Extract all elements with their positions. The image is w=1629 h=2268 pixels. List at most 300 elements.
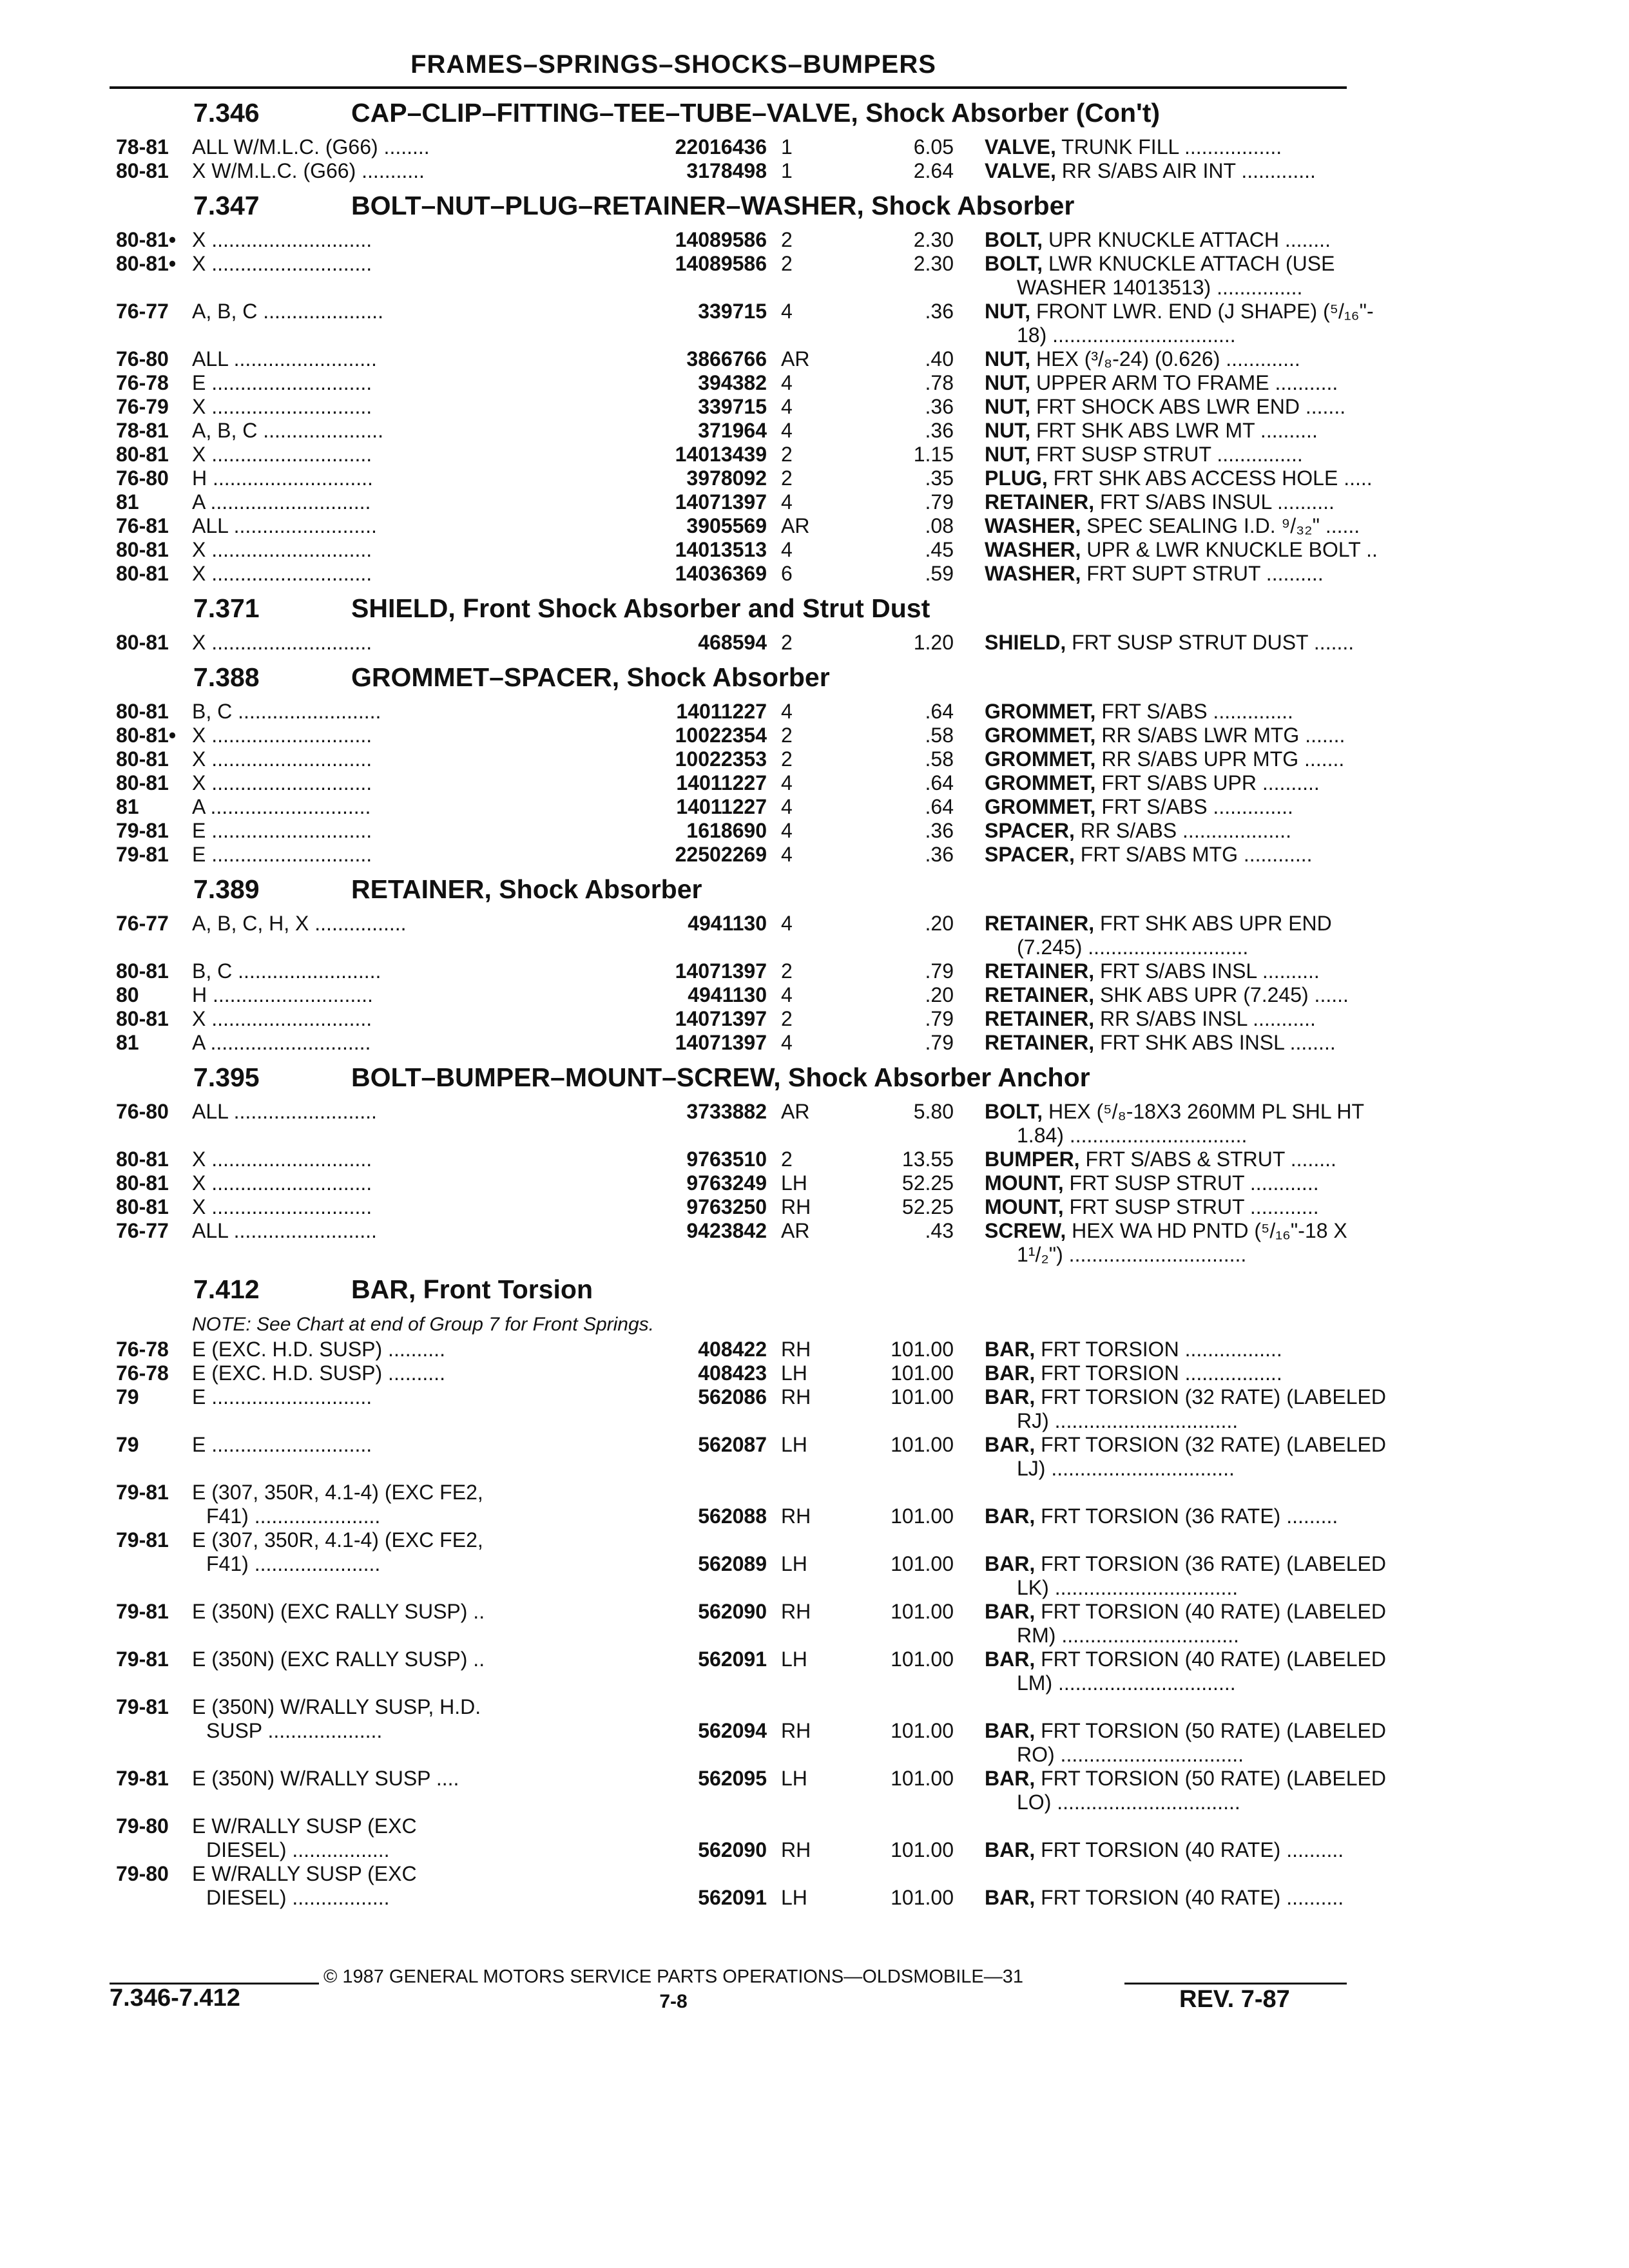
model-application — [192, 252, 643, 276]
part-row — [110, 1767, 1386, 1814]
part-row — [110, 1219, 1347, 1267]
part-number: 9763510 — [686, 1148, 767, 1171]
model-application — [192, 1195, 643, 1219]
quantity: LH — [781, 1552, 807, 1575]
price: 101.00 — [891, 1719, 954, 1742]
model-year: 79-80 — [116, 1862, 169, 1885]
part-number: 3978092 — [686, 466, 767, 490]
description-continuation: LM) ............................... — [1017, 1671, 1236, 1695]
part-row — [110, 419, 1347, 443]
model-application — [192, 724, 643, 747]
model-text: E W/RALLY SUSP (EXC — [192, 1814, 417, 1838]
description-text: FRT TORSION (36 RATE) (LABELED — [1035, 1552, 1386, 1575]
part-row — [110, 347, 1347, 371]
price: 101.00 — [891, 1600, 954, 1623]
description-continuation: WASHER 14013513) ............... — [1017, 276, 1303, 299]
part-description — [876, 1031, 1347, 1055]
part-description — [876, 252, 1347, 300]
description-text: FRT TORSION (50 RATE) (LABELED — [1035, 1767, 1386, 1790]
model-year: 80-81 — [116, 443, 169, 466]
part-row — [110, 700, 1347, 724]
description-line — [876, 1838, 1347, 1862]
model-text: ALL ......................... — [192, 1219, 377, 1242]
model-year: 76-80 — [116, 466, 169, 490]
description-text: FRT TORSION ................. — [1035, 1338, 1282, 1361]
description-keyword: GROMMET, — [985, 724, 1096, 747]
model-year: 80-81 — [116, 538, 169, 561]
part-description — [876, 631, 1354, 655]
model-text: E ............................ — [192, 371, 372, 394]
part-number: 394382 — [698, 371, 767, 394]
part-description — [876, 562, 1347, 586]
quantity: 6 — [781, 562, 793, 585]
model-text: X ............................ — [192, 228, 372, 251]
model-text: DIESEL) ................. — [206, 1838, 390, 1861]
model-text: X ............................ — [192, 771, 372, 794]
model-text: DIESEL) ................. — [206, 1886, 390, 1909]
description-text: FRT SHK ABS ACCESS HOLE ..... — [1047, 466, 1373, 490]
model-application — [192, 514, 643, 538]
part-row — [110, 1695, 1386, 1767]
part-row — [110, 795, 1347, 819]
part-number: 562090 — [698, 1600, 767, 1623]
quantity: 4 — [781, 795, 793, 818]
price: .20 — [925, 912, 954, 935]
description-line — [876, 1171, 1347, 1195]
part-description — [876, 466, 1373, 490]
part-description — [876, 983, 1347, 1007]
model-application — [192, 983, 643, 1007]
part-description — [876, 135, 1347, 159]
description-text: FRT TORSION (36 RATE) ......... — [1035, 1504, 1338, 1528]
part-row — [110, 443, 1347, 466]
description-text: LWR KNUCKLE ATTACH (USE — [1043, 252, 1335, 275]
section-title: BAR, Front Torsion — [351, 1274, 593, 1304]
model-text: E ............................ — [192, 1385, 372, 1408]
part-row — [110, 959, 1347, 983]
description-keyword: RETAINER, — [985, 959, 1095, 983]
model-year: 80-81 — [116, 959, 169, 983]
model-application — [192, 159, 643, 183]
model-year: 76-77 — [116, 912, 169, 935]
part-number: 9423842 — [686, 1219, 767, 1242]
quantity: RH — [781, 1719, 811, 1742]
model-text: X ............................ — [192, 1171, 372, 1195]
part-description — [876, 514, 1360, 538]
price: 101.00 — [891, 1886, 954, 1909]
description-line — [876, 912, 1347, 936]
price: 5.80 — [913, 1100, 954, 1123]
part-row — [110, 300, 1374, 347]
description-line — [876, 724, 1347, 747]
description-keyword: BUMPER, — [985, 1148, 1080, 1171]
quantity: 4 — [781, 912, 793, 935]
price: 13.55 — [901, 1148, 954, 1171]
part-row — [110, 724, 1347, 747]
quantity: LH — [781, 1433, 807, 1456]
description-keyword: SPACER, — [985, 819, 1075, 842]
description-line — [876, 1719, 1386, 1743]
section-title: BOLT–BUMPER–MOUNT–SCREW, Shock Absorber Anchor — [351, 1062, 1090, 1092]
model-text: X ............................ — [192, 1148, 372, 1171]
description-line — [876, 747, 1347, 771]
model-year: 76-78 — [116, 371, 169, 394]
model-year: 79-81 — [116, 1767, 169, 1790]
description-line — [876, 983, 1347, 1007]
description-line — [876, 771, 1347, 795]
model-year: 78-81 — [116, 135, 169, 159]
section-title: CAP–CLIP–FITTING–TEE–TUBE–VALVE, Shock Absorber (Con't) — [351, 98, 1161, 128]
description-text: FRT S/ABS MTG ............ — [1074, 843, 1313, 866]
quantity: 4 — [781, 819, 793, 842]
part-row — [110, 1148, 1347, 1171]
quantity: LH — [781, 1361, 807, 1385]
model-text: A, B, C ..................... — [192, 300, 383, 323]
description-continuation: RM) ............................... — [1017, 1624, 1239, 1647]
part-number: 562091 — [698, 1886, 767, 1909]
price: .64 — [925, 795, 954, 818]
section-number: 7.389 — [193, 874, 260, 904]
description-text: FRT TORSION ................. — [1035, 1361, 1282, 1385]
quantity: LH — [781, 1767, 807, 1790]
part-number: 10022354 — [675, 724, 767, 747]
part-description — [876, 1100, 1365, 1148]
price: .36 — [925, 843, 954, 866]
description-keyword: NUT, — [985, 300, 1031, 323]
model-application — [192, 1600, 643, 1624]
description-continuation: 18) ................................ — [1017, 323, 1236, 347]
price: .58 — [925, 724, 954, 747]
part-description — [876, 419, 1347, 443]
section-note: NOTE: See Chart at end of Group 7 for Front Springs. — [192, 1314, 654, 1335]
part-row — [110, 1648, 1386, 1695]
description-line — [876, 252, 1347, 276]
model-year: 76-78 — [116, 1361, 169, 1385]
model-year: 80-81 — [116, 1195, 169, 1218]
part-number: 371964 — [698, 419, 767, 442]
part-number: 4941130 — [688, 983, 767, 1006]
model-text: E ............................ — [192, 843, 372, 866]
price: 1.15 — [913, 443, 954, 466]
description-keyword: WASHER, — [985, 514, 1081, 537]
model-application — [192, 1481, 643, 1528]
part-row — [110, 1031, 1347, 1055]
description-keyword: GROMMET, — [985, 795, 1096, 818]
part-row — [110, 843, 1347, 867]
part-row — [110, 466, 1373, 490]
description-keyword: BAR, — [985, 1433, 1036, 1456]
model-application — [192, 631, 643, 655]
description-keyword: BOLT, — [985, 252, 1043, 275]
quantity: AR — [781, 347, 810, 370]
model-application — [192, 1219, 643, 1243]
model-application — [192, 819, 643, 843]
quantity: LH — [781, 1171, 807, 1195]
model-application — [192, 700, 643, 724]
description-continuation: 1.84) ............................... — [1017, 1124, 1248, 1147]
description-keyword: BAR, — [985, 1886, 1036, 1909]
part-row — [110, 490, 1347, 514]
footer-revision: REV. 7-87 — [1179, 1986, 1290, 2013]
part-description — [876, 700, 1347, 724]
quantity: LH — [781, 1886, 807, 1909]
part-row — [110, 1361, 1347, 1385]
parts-catalog — [110, 90, 1386, 1910]
description-keyword: RETAINER, — [985, 490, 1095, 514]
price: .36 — [925, 300, 954, 323]
description-line — [876, 843, 1347, 867]
part-number: 14036369 — [675, 562, 767, 585]
price: 52.25 — [901, 1195, 954, 1218]
price: .08 — [925, 514, 954, 537]
part-description — [876, 771, 1347, 795]
model-text: E W/RALLY SUSP (EXC — [192, 1862, 417, 1885]
part-number: 408423 — [698, 1361, 767, 1385]
description-line — [876, 466, 1373, 490]
model-text: ALL W/M.L.C. (G66) ........ — [192, 135, 430, 159]
price: .79 — [925, 959, 954, 983]
model-application — [192, 1171, 643, 1195]
description-line — [876, 1886, 1347, 1910]
price: .36 — [925, 395, 954, 418]
description-text: UPR KNUCKLE ATTACH ........ — [1043, 228, 1331, 251]
description-text: TRUNK FILL ................. — [1055, 135, 1282, 159]
model-application — [192, 347, 643, 371]
quantity: 2 — [781, 1148, 793, 1171]
section-title: RETAINER, Shock Absorber — [351, 874, 702, 904]
part-description — [876, 490, 1347, 514]
price: .45 — [925, 538, 954, 561]
section-number: 7.388 — [193, 662, 260, 692]
model-text: X ............................ — [192, 1007, 372, 1030]
part-number: 408422 — [698, 1338, 767, 1361]
description-text: FRT SHOCK ABS LWR END ....... — [1030, 395, 1346, 418]
price: 101.00 — [891, 1648, 954, 1671]
part-number: 562091 — [698, 1648, 767, 1671]
model-application — [192, 1007, 643, 1031]
price: 101.00 — [891, 1767, 954, 1790]
description-line — [876, 159, 1347, 183]
quantity: 4 — [781, 538, 793, 561]
description-text: FRONT LWR. END (J SHAPE) (⁵/₁₆"- — [1030, 300, 1374, 323]
section-heading — [110, 586, 1347, 631]
price: .79 — [925, 490, 954, 514]
part-description — [876, 795, 1347, 819]
footer-range: 7.346-7.412 — [110, 1984, 240, 2012]
part-description — [876, 347, 1347, 371]
quantity: AR — [781, 514, 810, 537]
description-keyword: NUT, — [985, 371, 1031, 394]
section-heading — [110, 90, 1347, 135]
model-text: X ............................ — [192, 252, 372, 275]
description-text: HEX (³/₈-24) (0.626) ............. — [1030, 347, 1300, 370]
part-description — [876, 724, 1347, 747]
model-application — [192, 562, 643, 586]
part-number: 339715 — [698, 300, 767, 323]
model-year: 80-81 — [116, 159, 169, 182]
part-row — [110, 1338, 1347, 1361]
model-year: 81 — [116, 490, 139, 514]
model-application — [192, 1031, 643, 1055]
price: .59 — [925, 562, 954, 585]
description-line — [876, 1361, 1347, 1385]
price: .20 — [925, 983, 954, 1006]
model-text: H ............................ — [192, 983, 373, 1006]
model-year: 80-81 — [116, 1148, 169, 1171]
part-description — [876, 300, 1374, 347]
quantity: AR — [781, 1219, 810, 1242]
model-year: 79-81 — [116, 1481, 169, 1504]
model-year: 80-81 — [116, 562, 169, 585]
part-number: 14071397 — [675, 959, 767, 983]
section-heading — [110, 867, 1347, 912]
model-application — [192, 466, 643, 490]
model-year: 81 — [116, 795, 139, 818]
description-keyword: BAR, — [985, 1767, 1036, 1790]
section-heading — [110, 1055, 1347, 1100]
model-year: 80-81 — [116, 700, 169, 723]
model-application — [192, 795, 643, 819]
description-line — [876, 1504, 1347, 1528]
description-text: FRT S/ABS INSUL .......... — [1094, 490, 1335, 514]
price: .58 — [925, 747, 954, 771]
part-row — [110, 983, 1347, 1007]
model-year: 79-81 — [116, 1600, 169, 1623]
quantity: 4 — [781, 395, 793, 418]
part-description — [876, 1600, 1386, 1648]
part-row — [110, 1433, 1386, 1481]
description-keyword: RETAINER, — [985, 1007, 1095, 1030]
price: .36 — [925, 819, 954, 842]
description-text: SPEC SEALING I.D. ⁹/₃₂" ...... — [1081, 514, 1360, 537]
section-number: 7.395 — [193, 1062, 260, 1092]
model-text: A ............................ — [192, 795, 371, 818]
description-text: FRT S/ABS UPR .......... — [1095, 771, 1320, 794]
part-description — [876, 1361, 1347, 1385]
part-description — [876, 1886, 1347, 1910]
description-text: FRT SUSP STRUT DUST ....... — [1066, 631, 1354, 654]
price: 6.05 — [913, 135, 954, 159]
description-text: HEX (⁵/₈-18X3 260MM PL SHL HT — [1043, 1100, 1365, 1123]
part-row — [110, 1814, 1347, 1862]
part-number: 14089586 — [675, 228, 767, 251]
price: 52.25 — [901, 1171, 954, 1195]
part-row — [110, 912, 1347, 959]
model-year: 76-81 — [116, 514, 169, 537]
part-number: 562086 — [698, 1385, 767, 1408]
model-year: 76-80 — [116, 1100, 169, 1123]
section-7-395 — [110, 1055, 1365, 1267]
price: 2.64 — [913, 159, 954, 182]
part-description — [876, 1719, 1386, 1767]
part-description — [876, 1007, 1347, 1031]
part-number: 3866766 — [686, 347, 767, 370]
part-number: 14071397 — [675, 1031, 767, 1054]
description-line — [876, 300, 1374, 323]
description-text: HEX WA HD PNTD (⁵/₁₆"-18 X — [1066, 1219, 1347, 1242]
model-text: X ............................ — [192, 1195, 372, 1218]
model-text: X ............................ — [192, 538, 372, 561]
part-description — [876, 1338, 1347, 1361]
section-7-389 — [110, 867, 1347, 1055]
model-text: E (350N) (EXC RALLY SUSP) .. — [192, 1648, 485, 1671]
part-number: 22016436 — [675, 135, 767, 159]
description-line — [876, 1007, 1347, 1031]
part-description — [876, 371, 1347, 395]
description-text: FRT TORSION (32 RATE) (LABELED — [1035, 1385, 1386, 1408]
section-7-371 — [110, 586, 1354, 655]
quantity: 2 — [781, 443, 793, 466]
model-year: 81 — [116, 1031, 139, 1054]
description-continuation: LJ) ................................ — [1017, 1457, 1235, 1480]
model-text: H ............................ — [192, 466, 373, 490]
model-text: ALL ......................... — [192, 347, 377, 370]
description-line — [876, 1767, 1386, 1791]
model-application — [192, 1433, 643, 1457]
description-keyword: BAR, — [985, 1838, 1036, 1861]
part-number: 14089586 — [675, 252, 767, 275]
price: .35 — [925, 466, 954, 490]
description-keyword: WASHER, — [985, 538, 1081, 561]
model-application — [192, 371, 643, 395]
model-year: 76-77 — [116, 1219, 169, 1242]
description-line — [876, 514, 1360, 538]
model-application — [192, 228, 643, 252]
description-text: RR S/ABS LWR MTG ....... — [1095, 724, 1345, 747]
model-text: E ............................ — [192, 819, 372, 842]
part-row — [110, 538, 1378, 562]
section-number: 7.346 — [193, 98, 260, 128]
model-text: X ............................ — [192, 747, 372, 771]
description-text: RR S/ABS INSL ........... — [1094, 1007, 1316, 1030]
part-number: 22502269 — [675, 843, 767, 866]
model-year: 79-81 — [116, 819, 169, 842]
quantity: 2 — [781, 1007, 793, 1030]
model-application — [192, 1361, 643, 1385]
quantity: 1 — [781, 159, 793, 182]
part-row — [110, 135, 1347, 159]
part-description — [876, 843, 1347, 867]
footer-page-number: 7-8 — [659, 1991, 688, 2012]
part-number: 562089 — [698, 1552, 767, 1575]
part-description — [876, 747, 1347, 771]
description-line — [876, 1338, 1347, 1361]
part-row — [110, 771, 1347, 795]
description-text: FRT SHK ABS UPR END — [1094, 912, 1332, 935]
quantity: LH — [781, 1648, 807, 1671]
part-row — [110, 1385, 1386, 1433]
part-description — [876, 443, 1347, 466]
part-number: 339715 — [698, 395, 767, 418]
model-text: E (350N) (EXC RALLY SUSP) .. — [192, 1600, 485, 1623]
description-text: SHK ABS UPR (7.245) ...... — [1094, 983, 1349, 1006]
part-row — [110, 395, 1347, 419]
model-application — [192, 490, 643, 514]
model-year: 79-81 — [116, 843, 169, 866]
description-keyword: BAR, — [985, 1719, 1036, 1742]
price: 101.00 — [891, 1552, 954, 1575]
description-keyword: BAR, — [985, 1600, 1036, 1623]
quantity: RH — [781, 1504, 811, 1528]
section-title: SHIELD, Front Shock Absorber and Strut Dust — [351, 593, 930, 623]
model-application — [192, 1148, 643, 1171]
description-line — [876, 1148, 1347, 1171]
description-keyword: NUT, — [985, 347, 1031, 370]
description-keyword: BOLT, — [985, 228, 1043, 251]
quantity: 4 — [781, 983, 793, 1006]
part-description — [876, 538, 1378, 562]
model-application — [192, 135, 643, 159]
